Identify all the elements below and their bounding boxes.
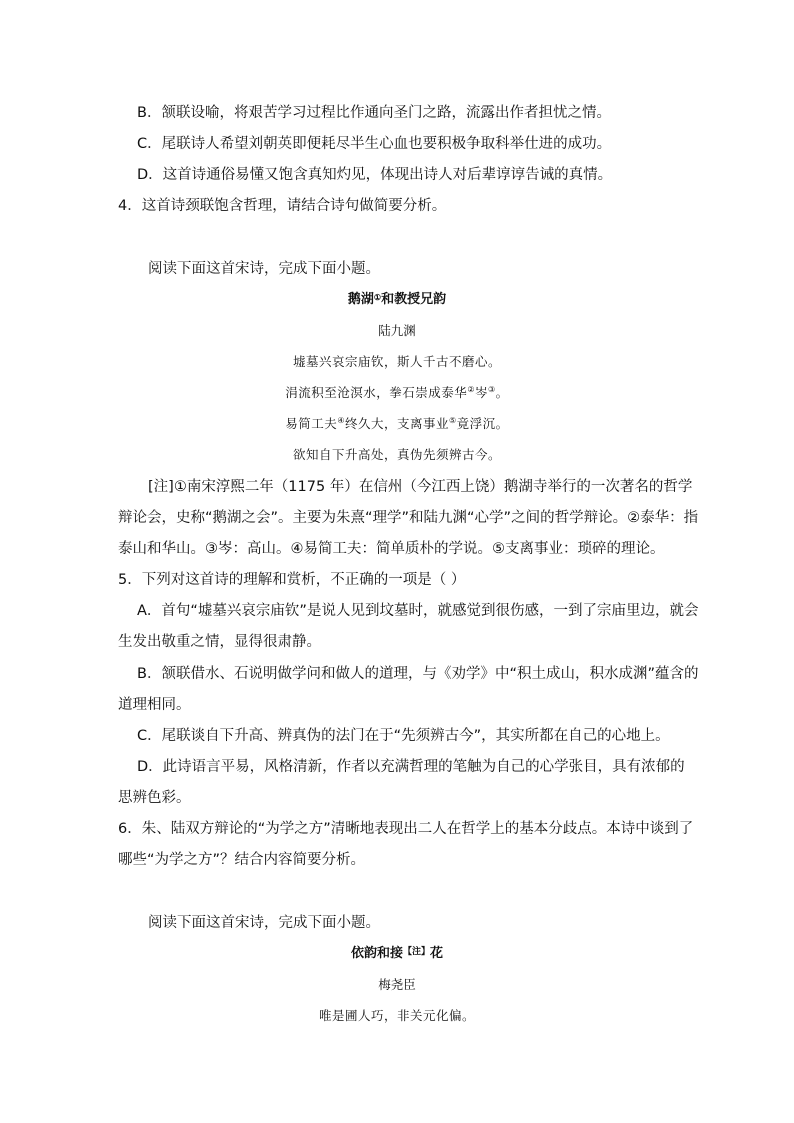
q3-option-d: D．这首诗通俗易懂又饱含真知灼见，体现出诗人对后辈谆谆告诫的真情。 (137, 167, 613, 183)
poem2-line-1: 唯是圃人巧，非关元化偏。 (318, 1008, 475, 1023)
q3-option-c: C．尾联诗人希望刘朝英即便耗尽半生心血也要积极争取科举仕进的成功。 (137, 136, 612, 152)
poem-title-part-a: 鹅湖 (347, 292, 374, 307)
poem-author: 陆九渊 (378, 323, 416, 338)
q5-option-d-line2: 思辨色彩。 (118, 790, 191, 806)
q5-option-a-line1: A．首句“墟墓兴哀宗庙钦”是说人见到坟墓时，就感觉到很伤感，一到了宗庙里边，就会 (137, 603, 699, 619)
q5-option-d-line1: D．此诗语言平易，风格清新，作者以充满哲理的笔触为自己的心学张目，具有浓郁的 (137, 759, 685, 775)
question-6-line1: 6．朱、陆双方辩论的“为学之方”清晰地表现出二人在哲学上的基本分歧点。本诗中谈到了 (118, 821, 694, 837)
poem-line-1: 墟墓兴哀宗庙钦，斯人千古不磨心。 (292, 354, 501, 369)
q5-option-a-line2: 生发出敬重之情，显得很肃静。 (118, 634, 321, 650)
poem2-title-note-mark: 【注】 (402, 947, 430, 957)
note-line-1: [注]①南宋淳熙二年（1175 年）在信州（今江西上饶）鹅湖寺举行的一次著名的哲学 (148, 479, 693, 495)
poem-line-2 (0, 383, 794, 403)
note-mark-2: ② (467, 385, 475, 394)
q5-option-b-line2: 道理相同。 (118, 697, 191, 713)
q5-option-c: C．尾联谈自下升高、辨真伪的法门在于“先须辨古今”，其实所都在自己的心地上。 (137, 728, 670, 744)
poem-line-3 (0, 414, 794, 434)
poem-line-2-a: 涓流积至沧溟水，拳石崇成泰华 (285, 385, 468, 400)
question-6-line2: 哪些“为学之方”？结合内容简要分析。 (118, 852, 366, 868)
poem-line-3-a: 易简工夫 (285, 416, 338, 431)
question-4: 4．这首诗颈联饱含哲理，请结合诗句做简要分析。 (118, 198, 447, 214)
poem2-title-part-a: 依韵和接 (350, 946, 403, 961)
poem-line-3-b: 终久大，支离事业 (344, 416, 449, 431)
poem2-title (0, 944, 794, 965)
poem2-author: 梅尧臣 (378, 977, 416, 992)
poem-line-4: 欲知自下升高处，真伪先须辨古今。 (292, 447, 501, 462)
poem-title-note-mark: ① (373, 292, 382, 302)
note-mark-5: ⑤ (449, 416, 457, 425)
poem-line-2-c: 。 (495, 385, 509, 400)
poem-line-2-b: 岑 (474, 385, 488, 400)
q5-option-b-line1: B．颔联借水、石说明做学问和做人的道理，与《劝学》中“积土成山，积水成渊”蕴含的 (137, 666, 699, 682)
note-line-3: 泰山和华山。③岑：高山。④易简工夫：简单质朴的学说。⑤支离事业：琐碎的理论。 (118, 541, 665, 557)
poem-title (0, 290, 794, 310)
note-mark-4: ④ (337, 416, 345, 425)
note-line-2: 辩论会，史称“鹅湖之会”。主要为朱熹“理学”和陆九渊“心学”之间的哲学辩论。②泰华：指 (118, 510, 699, 526)
q3-option-b: B．颔联设喻，将艰苦学习过程比作通向圣门之路，流露出作者担忧之情。 (137, 105, 611, 121)
section3-intro: 阅读下面这首宋诗，完成下面小题。 (148, 915, 380, 931)
poem-line-3-c: 竟浮沉。 (456, 416, 509, 431)
poem-title-part-b: 和教授兄韵 (381, 292, 447, 307)
note-mark-3: ③ (488, 385, 496, 394)
poem2-title-part-b: 花 (430, 946, 444, 961)
section2-intro: 阅读下面这首宋诗，完成下面小题。 (148, 261, 380, 277)
question-5-stem: 5．下列对这首诗的理解和赏析，不正确的一项是（ ） (118, 572, 466, 588)
